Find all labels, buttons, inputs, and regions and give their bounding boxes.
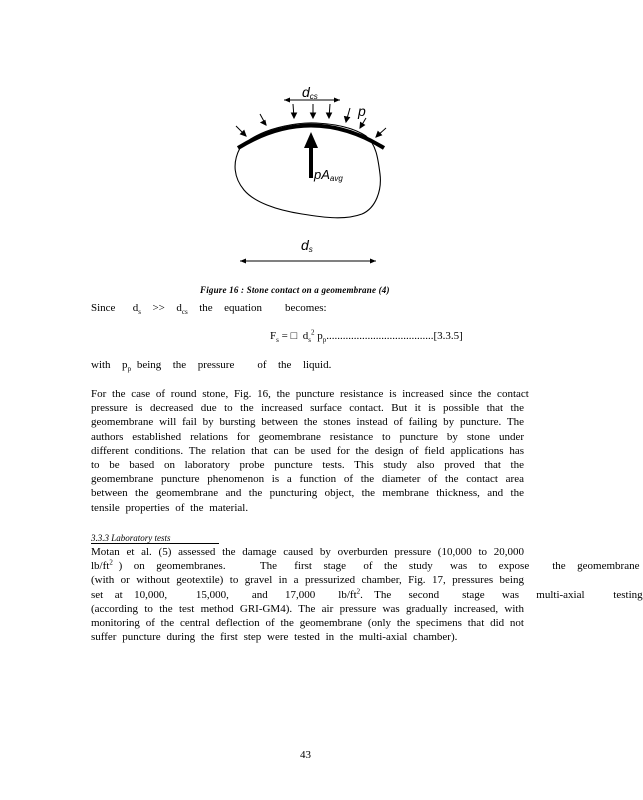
text-line: geomembrane puncture phenomenon is a function of the diameter of the contact area bbox=[91, 473, 524, 486]
section-heading: 3.3.3 Laboratory tests bbox=[91, 533, 219, 544]
text-line: pressure is decreased due to the increased surface contact. But it is possible that the bbox=[91, 402, 524, 415]
dcs-label: $d_{cs}$ bbox=[302, 84, 318, 101]
text-line: tensile properties of the material. bbox=[91, 501, 249, 514]
equation-3-3-5: $F_s$ = □ $d_s^2$ $p_p.......................................[3.3.5]$ bbox=[270, 328, 463, 345]
text-line: set at 10,000, 15,000, and 17,000 $lb/ft^2$. The second stage was multi-axial testing bbox=[91, 586, 643, 601]
paragraph-round-stone bbox=[91, 387, 529, 515]
stone-contact-figure bbox=[226, 78, 396, 273]
text-line: For the case of round stone, Fig. 16, the puncture resistance is increased since the contact bbox=[91, 388, 529, 400]
intro-line: Since $d_s >> d_{cs}$ the equation becomes: bbox=[91, 302, 327, 317]
text-line: Motan et al. (5) assessed the damage caused by overburden pressure (10,000 to 20,000 bbox=[91, 546, 524, 558]
ds-label: $d_s$ bbox=[301, 237, 313, 254]
pavg-label: $pA_{avg}$ bbox=[314, 167, 343, 183]
figure-caption: Figure 16 : Stone contact on a geomembrane (4) bbox=[200, 285, 390, 295]
text-line: between the geomembrane and the puncturing object, the membrane thickness, and the bbox=[91, 487, 524, 500]
text-line: authors established relations for geomembrane resistance to puncture by stone under bbox=[91, 430, 524, 443]
text-line: (according to the test method GRI-GM4). The air pressure was gradually increased, with bbox=[91, 602, 524, 615]
text-line: $lb/ft^2$ ) on geomembranes. The first stage of the study was to expose the geomembrane bbox=[91, 558, 640, 573]
text-line: different conditions. The relation that can be used for the design of field applications has bbox=[91, 444, 524, 457]
text-line: (with or without geotextile) to gravel in a pressurized chamber, Fig. 17, pressures being bbox=[91, 574, 524, 587]
p-label: p bbox=[358, 103, 366, 119]
text-line: monitoring of the central deflection of the geomembrane (only the specimens that did not bbox=[91, 616, 524, 629]
text-line: geomembrane will fail by bursting between the stones instead of failing by puncture. The bbox=[91, 416, 524, 429]
page-number: 43 bbox=[300, 749, 311, 761]
with-line: with $p_p$ being the pressure of the liquid. bbox=[91, 359, 332, 374]
text-line: to be based on laboratory probe puncture tests. This study also proved that the bbox=[91, 458, 524, 471]
paragraph-laboratory-tests bbox=[91, 545, 643, 644]
text-line: suffer puncture during the first step were tested in the multi-axial chamber). bbox=[91, 631, 458, 644]
resultant-force-arrow bbox=[304, 132, 318, 148]
